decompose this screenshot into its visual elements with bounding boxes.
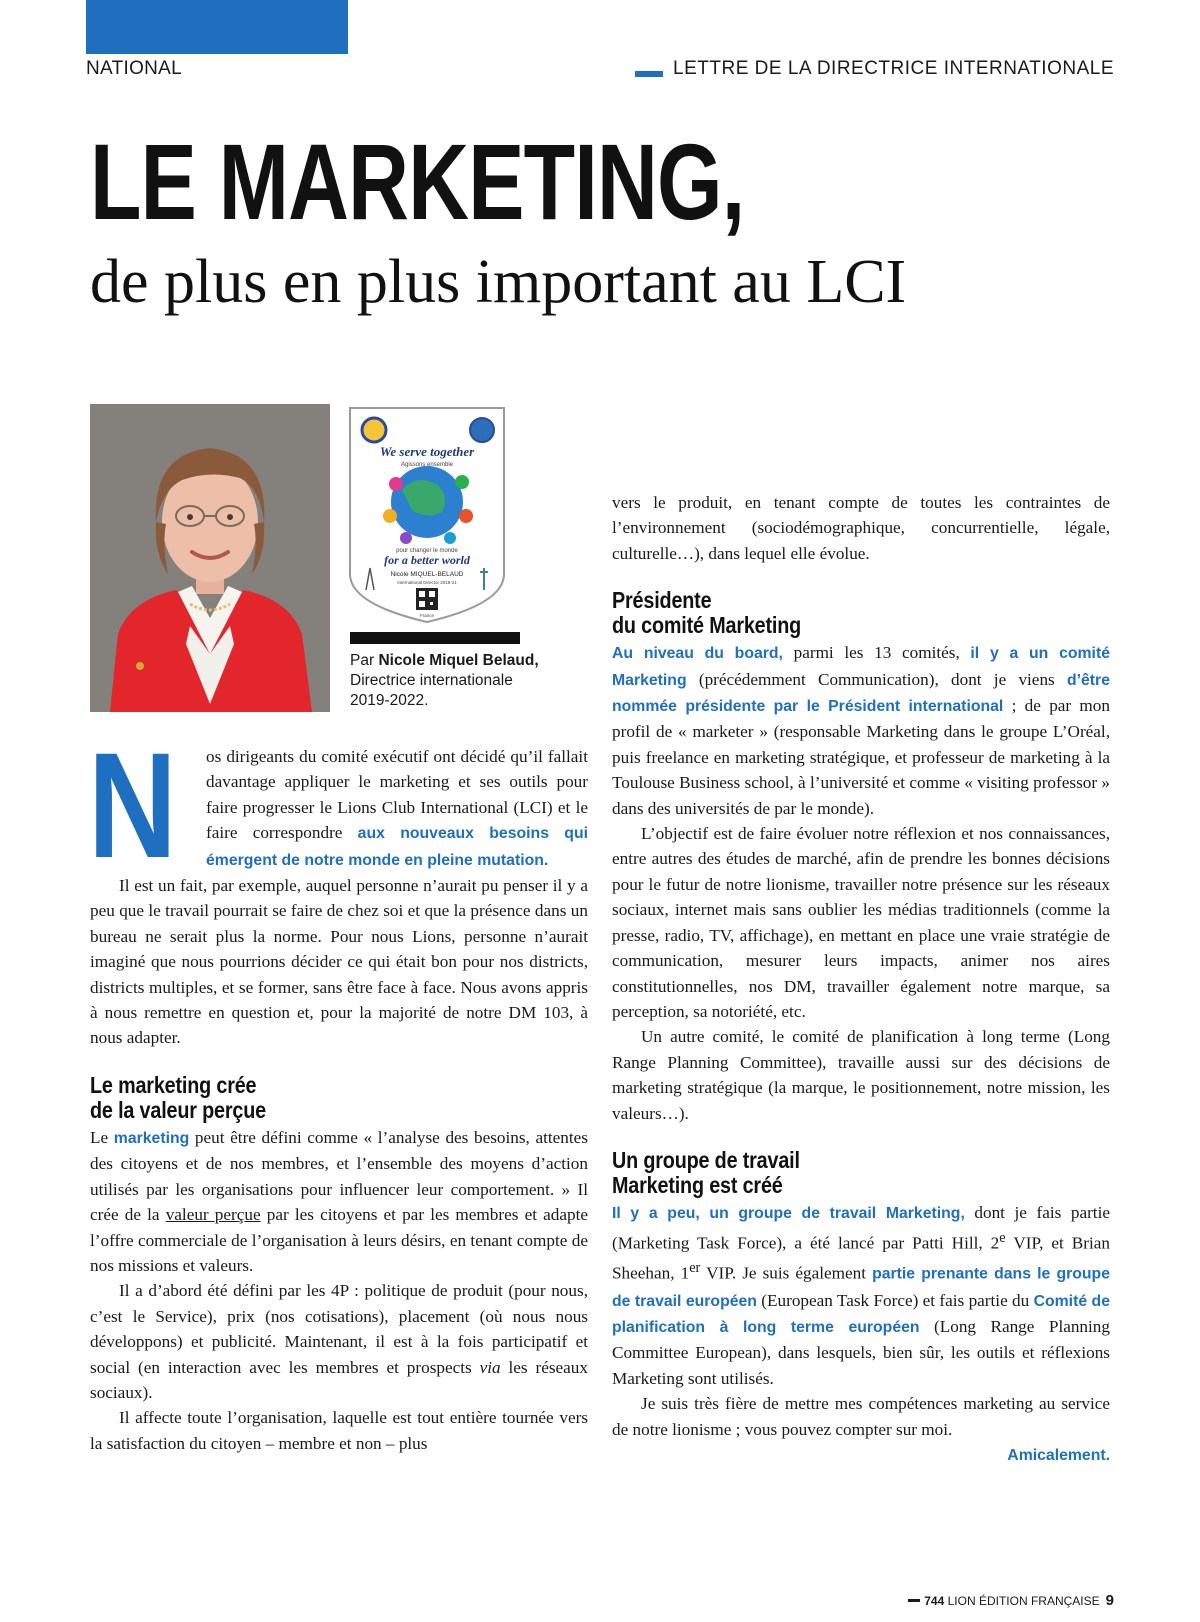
text-run: VIP, et Brian Sheehan, 1	[612, 1234, 1110, 1284]
section-label: NATIONAL	[86, 58, 183, 79]
text-run: (précédemment Communication), dont je viens	[686, 669, 1067, 689]
paragraph: Il est un fait, par exemple, auquel personne n’aurait pu penser il y a peu que le travail pourrait se faire de chez soi et que la présence dans un bureau ne serait plus la norme. Pour nous Lions, personne n’aurait imaginé que nous pourrions décider ce qui était bon pour nos districts, districts multiples, et se former, sans être face à face. Nous avons appris à nous remettre en question et, pour la majorité de notre DM 103, à nous adapter.	[90, 876, 588, 1048]
intro-text: os dirigeants du comité exécutif ont décidé qu’il fallait davantage appliquer le marketing et ses outils pour faire progresser le Lions Club International (LCI) et le faire correspondre	[206, 747, 588, 843]
badge-motto-bottom-small: pour changer le monde	[396, 548, 458, 554]
caption-bar	[350, 632, 520, 644]
paragraph: Il affecte toute l’organisation, laquelle est tout entière tournée vers la satisfaction du citoyen – membre et non – plus	[90, 1408, 588, 1453]
paragraph	[90, 1278, 588, 1405]
article-column-1	[88, 721, 588, 1456]
page-number: 9	[1105, 1592, 1114, 1609]
paragraph	[612, 1200, 1110, 1391]
page-footer	[908, 1592, 1114, 1609]
paragraph: vers le produit, en tenant compte de toutes les contraintes de l’environnement (sociodémographique, concurrentielle, légale, culturelle…), dans lequel elle évolue.	[612, 493, 1110, 563]
badge-country: France	[419, 613, 435, 618]
lions-badge-illustration	[346, 404, 508, 626]
intro-highlight: aux nouveaux besoins qui émergent de notre monde en pleine mutation.	[206, 825, 588, 869]
superscript: er	[689, 1260, 701, 1277]
caption-years: 2019-2022.	[350, 692, 429, 709]
badge-motto-top: We serve together	[379, 444, 475, 459]
article-column-2	[612, 490, 1110, 1468]
author-caption	[350, 651, 570, 711]
highlight: il y a un comité Marketing	[612, 645, 1110, 689]
footer-issue: 744	[924, 1593, 945, 1608]
text-run: Il a d’abord été défini par les 4P : politique de produit (pour nous, c’est le Service), prix (nos cotisations), placement (où nous nous développons) et publicité. Maintenant, il est à la fois participatif et social (en interaction avec les membres et prospects	[90, 1281, 588, 1377]
author-portrait-illustration	[90, 404, 330, 712]
badge-name: Nicole MIQUEL-BELAUD	[390, 571, 464, 578]
subheading-line: Un groupe de travail	[612, 1146, 800, 1173]
subheading-presidente	[612, 588, 1040, 638]
paragraph: L’objectif est de faire évoluer notre réflexion et nos connaissances, entre autres des études de marché, afin de prendre les bonnes décisions pour le futur de notre lionisme, travailler notre présence sur les réseaux sociaux, internet mais sans oublier les médias traditionnels (comme la presse, radio, TV, affichage), en mettant en place une vraie stratégie de communication, mesurer leurs impacts, animer nos aires constitutionnelles, nos DM, travailler également notre marque, sa perception, sa notoriété, etc.	[612, 824, 1110, 1021]
caption-author: Nicole Miquel Belaud,	[378, 652, 539, 669]
paragraph	[612, 640, 1110, 821]
article-headline: LE MARKETING,	[90, 121, 745, 242]
badge-motto-bottom: for a better world	[384, 553, 470, 567]
caption-prefix: Par	[350, 652, 379, 669]
rubrique-text: LETTRE DE LA DIRECTRICE INTERNATIONALE	[673, 58, 1114, 79]
header-accent-bar	[86, 0, 348, 54]
text-run: peut être défini comme « l’analyse des besoins, attentes des citoyens et de nos membres, et l’ensemble des moyens d’action utilisés par les organisations pour influencer leur comportement. » Il crée de la	[90, 1127, 588, 1225]
signoff-text: Amicalement.	[1007, 1447, 1110, 1465]
highlight: d’être nommée présidente par le Président international	[612, 671, 1110, 716]
italic-via: via	[479, 1357, 501, 1377]
lions-badge	[346, 404, 508, 626]
subheading-line: Présidente	[612, 587, 712, 614]
subheading-line: Le marketing crée	[90, 1071, 257, 1098]
text-run: ; de par mon profil de « marketer » (responsable Marketing dans le groupe L’Oréal, puis freelance en marketing stratégique, et professeur de marketing à la Toulouse Business school, à l’université et comme « visiting professor » dans des universités de par le monde).	[612, 696, 1110, 818]
drop-cap: N	[88, 721, 177, 889]
text-run: (European Task Force) et fais partie du	[756, 1290, 1034, 1310]
badge-role: International Director 2019-21	[397, 580, 457, 585]
highlight-marketing: marketing	[113, 1129, 190, 1147]
footer-dash	[908, 1599, 920, 1602]
highlight: Comité de planification à long terme européen	[612, 1292, 1110, 1337]
paragraph	[90, 1125, 588, 1278]
badge-motto-top-small: Agissons ensemble	[400, 462, 454, 468]
subheading-line: de la valeur perçue	[90, 1096, 266, 1123]
highlight: Au niveau du board,	[612, 645, 783, 663]
underlined-valeur-percue: valeur perçue	[165, 1205, 261, 1225]
text-run: (Long Range Planning Committee European), dans lesquels, bien sûr, les outils et réflexions Marketing sont utilisés.	[612, 1317, 1110, 1388]
author-photo	[90, 404, 330, 712]
text-run: VIP. Je suis également	[700, 1264, 873, 1284]
subheading-groupe-travail	[612, 1148, 1040, 1198]
article-subhead: de plus en plus important au LCI	[90, 248, 907, 316]
text-run: Le	[90, 1127, 114, 1147]
superscript: e	[999, 1230, 1006, 1247]
subheading-valeur-percue	[90, 1073, 518, 1123]
highlight: Il y a peu, un groupe de travail Marketing,	[612, 1204, 965, 1222]
text-run: parmi les 13 comités,	[782, 643, 971, 663]
paragraph-intro	[88, 721, 588, 889]
text-run: les réseaux sociaux).	[90, 1357, 588, 1402]
highlight: partie prenante dans le groupe de travail européen	[612, 1266, 1110, 1310]
text-run: par les citoyens et par les membres et adapte l’offre commerciale de l’organisation à leurs désirs, en tenant compte de nos missions et valeurs.	[90, 1205, 588, 1275]
subheading-line: Marketing est créé	[612, 1171, 783, 1198]
paragraph: Un autre comité, le comité de planification à long terme (Long Range Planning Committee), travaille aussi sur des décisions de marketing stratégique (la marque, le positionnement, notre mission, les valeurs…).	[612, 1027, 1110, 1123]
footer-magazine: LION ÉDITION FRANÇAISE	[947, 1593, 1100, 1608]
caption-role: Directrice internationale	[350, 672, 513, 689]
subheading-line: du comité Marketing	[612, 612, 802, 639]
rubrique-label	[635, 58, 1114, 80]
rubrique-dash	[635, 71, 663, 77]
signoff	[612, 1442, 1110, 1468]
text-run: dont je fais partie (Marketing Task Force), a été lancé par Patti Hill, 2	[612, 1202, 1110, 1254]
paragraph: Je suis très fière de mettre mes compétences marketing au service de notre lionisme ; vous pouvez compter sur moi.	[612, 1394, 1110, 1439]
